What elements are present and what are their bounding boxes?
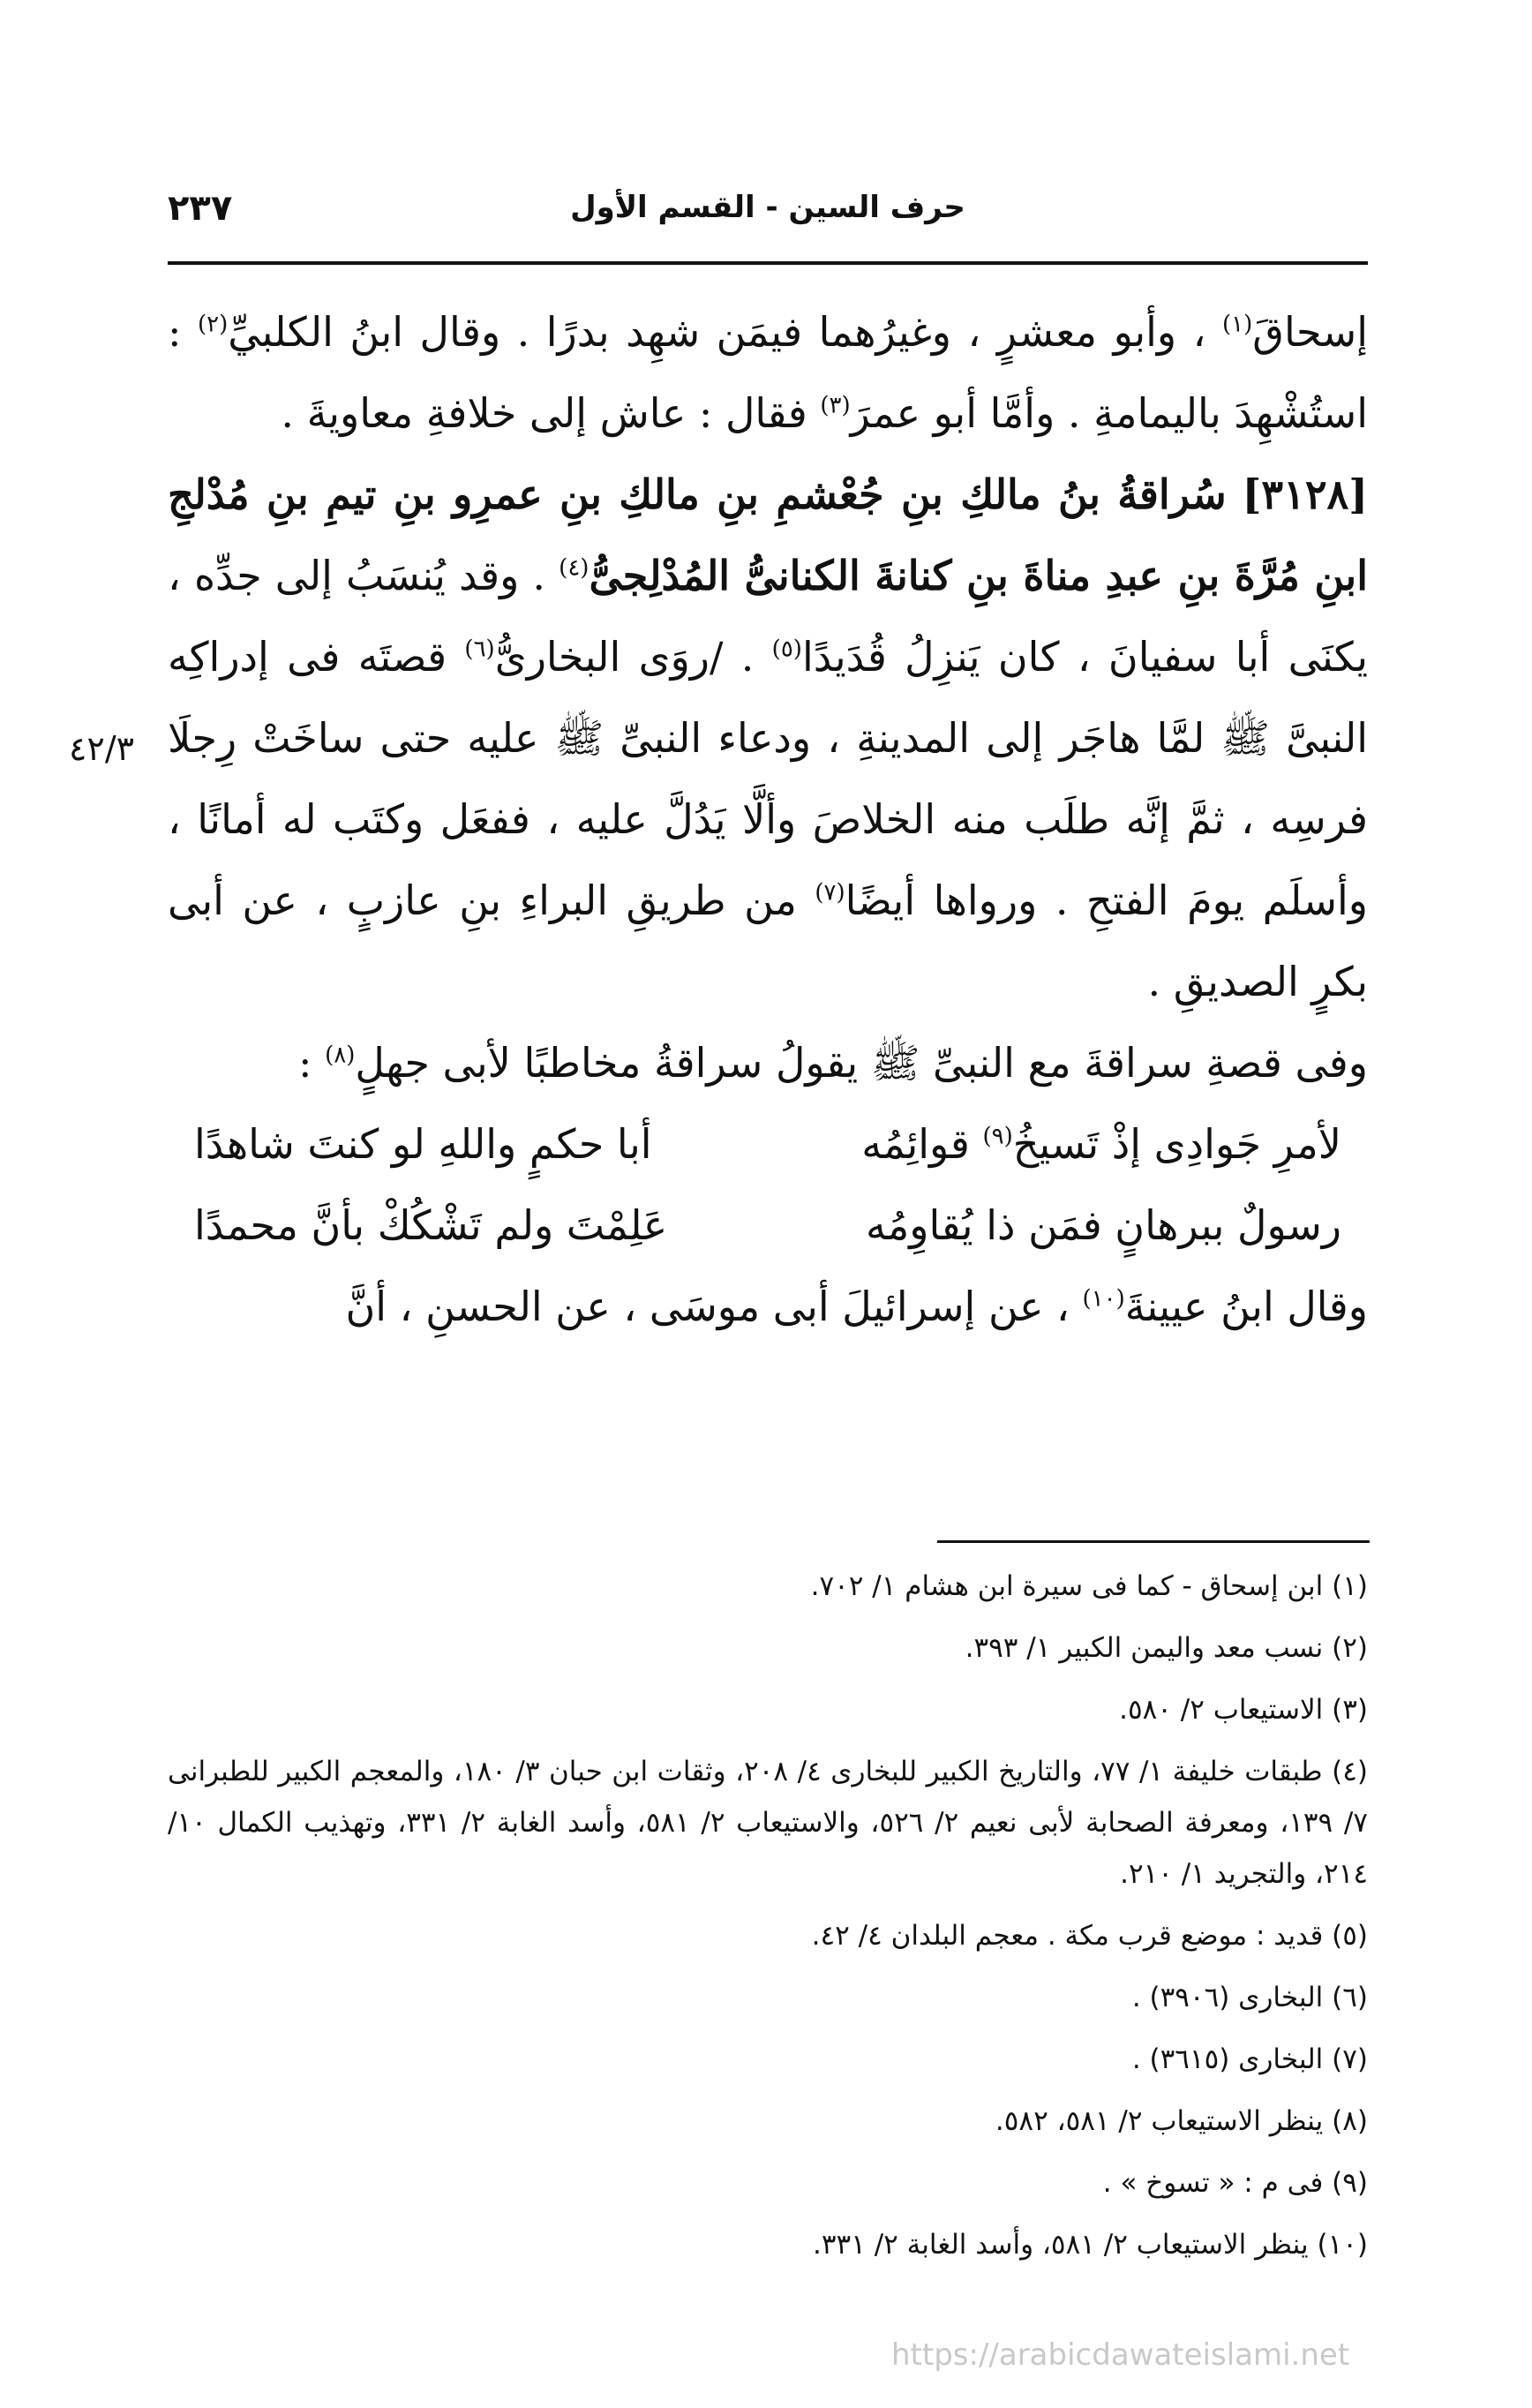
footnote-ref[interactable]: (٢) [198, 311, 229, 338]
footnote-ref[interactable]: (١٠) [1082, 1285, 1125, 1313]
text-run: من طريقِ البراءِ بنِ عازبٍ ، عن أبى بكرٍ الصديقِ . [168, 877, 1368, 1005]
footnote-8: (٨) ينظر الاستيعاب ٢/ ٥٨١، ٥٨٢. [995, 2105, 1368, 2137]
footnote-5: (٥) قديد : موضع قرب مكة . معجم البلدان ٤/ ٤٢. [811, 1920, 1368, 1952]
text-run: لأمرِ جَوادِى إذْ تَسيخُ [1012, 1120, 1341, 1168]
text-run: فقال : عاش إلى خلافةِ معاويةَ . [281, 389, 807, 437]
entry-name: سُراقةُ بنُ مالكِ بنِ جُعْشمِ بنِ مالكِ بنِ عمرِو بنِ تيمِ بنِ مُدْلجِ ابنِ مُرَّةَ بنِ عبدِ مناةَ بنِ كنانةَ الكنانىُّ المُدْلِجىُّ [168, 470, 1368, 599]
running-header [168, 181, 1368, 252]
volume-page-marker: ٤٢/٣ [69, 729, 135, 768]
footnote-ref[interactable]: (٦) [464, 636, 495, 663]
footnote-6: (٦) البخارى (٣٩٠٦) . [1131, 1982, 1368, 2013]
footnote-2: (٢) نسب معد واليمن الكبير ١/ ٣٩٣. [965, 1632, 1368, 1664]
text-run: قوائِمُه [861, 1120, 970, 1168]
footnote-7: (٧) البخارى (٣٦١٥) . [1131, 2043, 1368, 2075]
entry-number: [٣١٢٨] [1242, 470, 1369, 518]
verse-line-1 [168, 1103, 1368, 1185]
text-run: وقال ابنُ عيينةَ [1124, 1283, 1368, 1330]
verse-line-2 [168, 1185, 1368, 1266]
text-run: . وقد يُنسَبُ إلى جدِّه ، يكنَى أبا سفيانَ ، كان يَنزِلُ قُدَيدًا [168, 552, 1368, 681]
running-title: حرف السين - القسم الأول [570, 190, 965, 225]
text-run: : استُشْهِدَ باليمامةِ . وأمَّا أبو عمرَ [168, 308, 1368, 437]
text-run: . /روَى البخارىُّ [494, 633, 755, 681]
footnotes [168, 1561, 1368, 2281]
text-run: ، عن إسرائيلَ أبى موسَى ، عن الحسنِ ، أنَّ [345, 1283, 1070, 1330]
text-run: إسحاقَ [1252, 308, 1368, 356]
paragraph-1 [168, 291, 1368, 454]
footnote-separator [937, 1540, 1370, 1543]
paragraph-4 [168, 1266, 1368, 1347]
footnote-10: (١٠) ينظر الاستيعاب ٢/ ٥٨١، وأسد الغابة ٢/ ٣٣١. [813, 2229, 1368, 2261]
footnote-ref[interactable]: (٩) [982, 1123, 1013, 1150]
footnote-3: (٣) الاستيعاب ٢/ ٥٨٠. [1119, 1694, 1368, 1726]
hemistich-1: عَلِمْتَ ولم تَشْكُكْ بأنَّ محمدًا [194, 1201, 668, 1249]
footnote-ref[interactable]: (٤) [559, 554, 590, 582]
footnote-1: (١) ابن إسحاق - كما فى سيرة ابن هشام ١/ ٧٠٢. [810, 1570, 1368, 1602]
footnote-ref[interactable]: (١) [1221, 311, 1253, 338]
header-rule [168, 261, 1368, 265]
footnote-ref[interactable]: (٥) [771, 636, 802, 663]
paragraph-3 [168, 1022, 1368, 1103]
text-run: وفى قصةِ سراقةَ مع النبىِّ ﷺ يقولُ سراقةُ مخاطبًا لأبى جهلٍ [355, 1039, 1368, 1087]
hemistich-1: أبا حكمٍ واللهِ لو كنتَ شاهدًا [194, 1120, 652, 1168]
footnote-4: (٤) طبقات خليفة ١/ ٧٧، والتاريخ الكبير للبخارى ٤/ ٢٠٨، وثقات ابن حبان ٣/ ١٨٠، والمعجم الكبير للطبرانى ٧/ ١٣٩، ومعرفة الصحابة لأبى نعيم ٢/ ٥٢٦، والاستيعاب ٢/ ٥٨١، وأسد الغابة ٢/ ٣٣١، وتهذيب الكمال ١٠/ ٢١٤، والتجريد ١/ ٢١٠. [168, 1756, 1369, 1890]
hemistich-2 [861, 1103, 1341, 1185]
watermark-url: https://arabicdawateislami.net [891, 2337, 1350, 2373]
entry-3128 [168, 454, 1368, 1022]
footnote-ref[interactable]: (٨) [325, 1042, 356, 1069]
footnote-9: (٩) فى م : « تسوخ » . [1102, 2167, 1368, 2199]
footnote-ref[interactable]: (٧) [815, 879, 845, 907]
text-run: قصتَه فى إدراكِه النبىَّ ﷺ لمَّا هاجَر إلى المدينةِ ، ودعاء النبىِّ ﷺ عليه حتى ساخَتْ رِجلَا فرسِه ، ثمَّ إنَّه طلَب منه الخلاصَ وألَّا يَدُلَّ عليه ، ففعَل وكتَب له أمانًا ، وأسلَم يومَ الفتحِ . ورواها أيضًا [168, 633, 1369, 924]
body-text [168, 291, 1368, 1347]
page-number: ٢٣٧ [168, 188, 233, 229]
footnote-ref[interactable]: (٣) [820, 392, 851, 419]
hemistich-2: رسولٌ ببرهانٍ فمَن ذا يُقاوِمُه [865, 1201, 1341, 1249]
text-run: ، وأبو معشرٍ ، وغيرُهما فيمَن شهِد بدرًا . وقال ابنُ الكلبيِّ [228, 308, 1206, 356]
text-run: : [298, 1039, 312, 1087]
